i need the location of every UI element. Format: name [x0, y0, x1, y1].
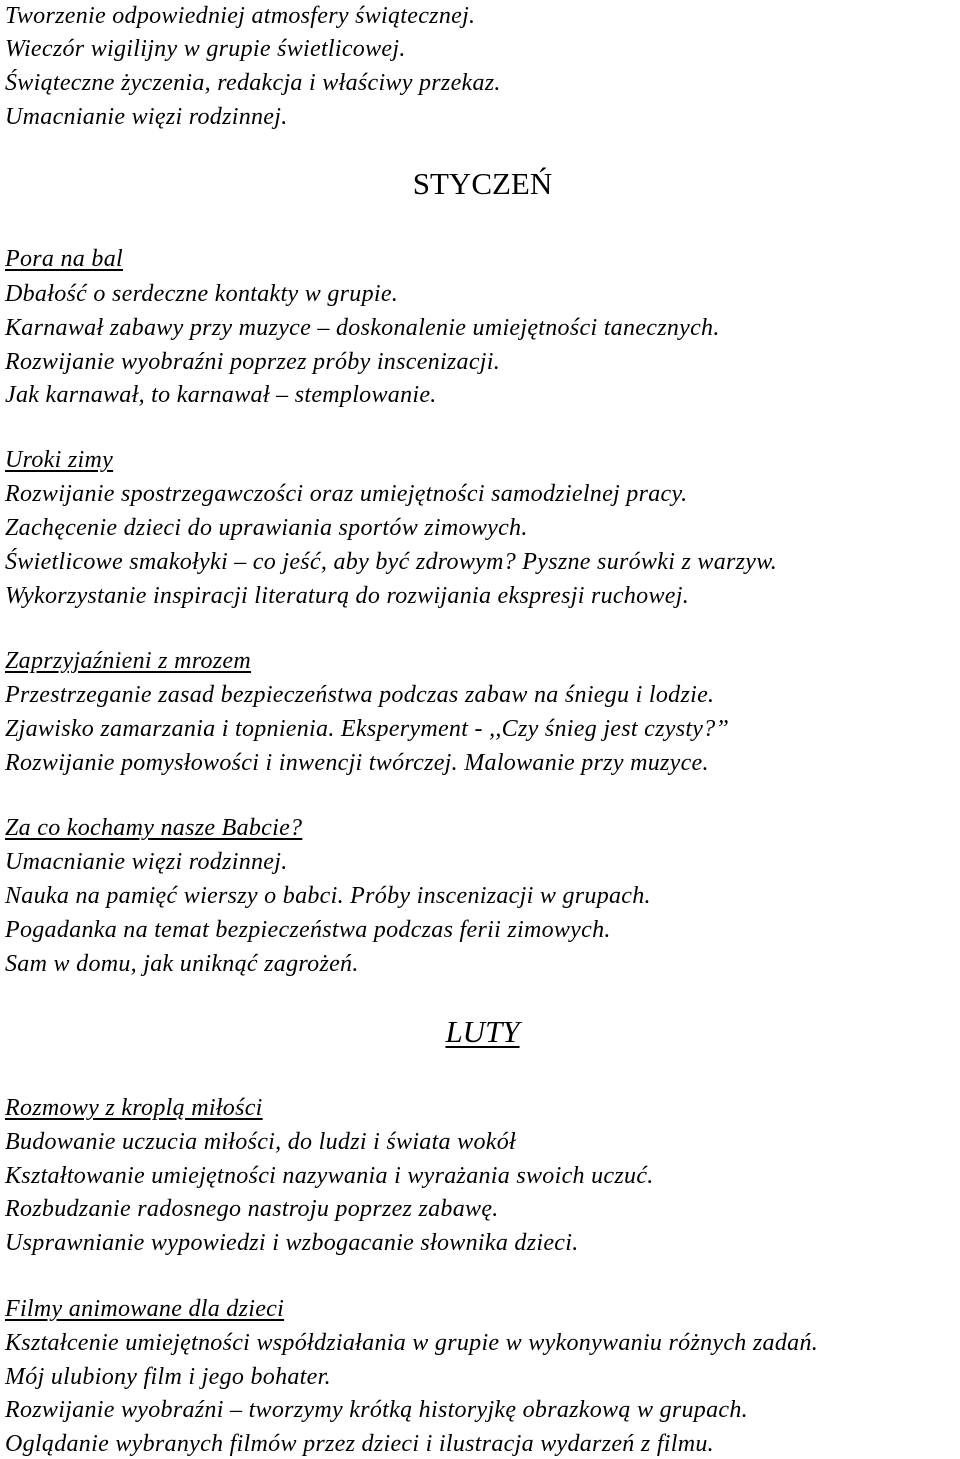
section-title-uroki-zimy: Uroki zimy — [5, 447, 114, 473]
text-line: Rozwijanie spostrzegawczości oraz umiejętności samodzielnej pracy. — [5, 481, 688, 507]
text-line: Wieczór wigilijny w grupie świetlicowej. — [5, 36, 406, 62]
section-title-pora-na-bal: Pora na bal — [5, 246, 123, 272]
section-title-babcie: Za co kochamy nasze Babcie? — [5, 815, 303, 841]
section-title-rozmowy-z-kropla-milosci: Rozmowy z kroplą miłości — [5, 1095, 263, 1121]
text-line: Karnawał zabawy przy muzyce – doskonalenie umiejętności tanecznych. — [5, 315, 720, 341]
text-line: Zjawisko zamarzania i topnienia. Eksperyment - ,,Czy śnieg jest czysty?” — [5, 716, 730, 742]
month-heading-january: STYCZEŃ — [412, 166, 553, 201]
text-line: Pogadanka na temat bezpieczeństwa podczas ferii zimowych. — [5, 917, 611, 943]
text-line: Rozwijanie wyobraźni – tworzymy krótką historyjkę obrazkową w grupach. — [5, 1397, 748, 1423]
text-line: Tworzenie odpowiedniej atmosfery świątecznej. — [5, 3, 476, 29]
text-line: Przestrzeganie zasad bezpieczeństwa podczas zabaw na śniegu i lodzie. — [5, 682, 715, 708]
text-line: Kształcenie umiejętności współdziałania w grupie w wykonywaniu różnych zadań. — [5, 1330, 819, 1356]
text-line: Świetlicowe smakołyki – co jeść, aby być zdrowym? Pyszne surówki z warzyw. — [5, 549, 778, 575]
text-line: Budowanie uczucia miłości, do ludzi i świata wokół — [5, 1129, 516, 1155]
text-line: Kształtowanie umiejętności nazywania i wyrażania swoich uczuć. — [5, 1163, 654, 1189]
text-line: Rozwijanie wyobraźni poprzez próby inscenizacji. — [5, 349, 501, 375]
month-heading-february: LUTY — [445, 1014, 520, 1049]
section-title-filmy-animowane: Filmy animowane dla dzieci — [5, 1296, 285, 1322]
text-line: Mój ulubiony film i jego bohater. — [5, 1364, 331, 1390]
text-line: Wykorzystanie inspiracji literaturą do rozwijania ekspresji ruchowej. — [5, 583, 690, 609]
text-line: Jak karnawał, to karnawał – stemplowanie. — [5, 382, 437, 408]
text-line: Rozwijanie pomysłowości i inwencji twórczej. Malowanie przy muzyce. — [5, 750, 709, 776]
text-line: Świąteczne życzenia, redakcja i właściwy przekaz. — [5, 70, 501, 96]
section-title-zaprzyjaznieni-z-mrozem: Zaprzyjaźnieni z mrozem — [5, 648, 252, 674]
text-line: Umacnianie więzi rodzinnej. — [5, 104, 288, 130]
text-line: Usprawnianie wypowiedzi i wzbogacanie słownika dzieci. — [5, 1230, 579, 1256]
text-line: Oglądanie wybranych filmów przez dzieci i ilustracja wydarzeń z filmu. — [5, 1431, 714, 1457]
text-line: Nauka na pamięć wierszy o babci. Próby inscenizacji w grupach. — [5, 883, 651, 909]
text-line: Zachęcenie dzieci do uprawiania sportów zimowych. — [5, 515, 528, 541]
text-line: Umacnianie więzi rodzinnej. — [5, 849, 288, 875]
text-line: Dbałość o serdeczne kontakty w grupie. — [5, 281, 399, 307]
text-line: Sam w domu, jak uniknąć zagrożeń. — [5, 951, 359, 977]
text-line: Rozbudzanie radosnego nastroju poprzez zabawę. — [5, 1196, 499, 1222]
